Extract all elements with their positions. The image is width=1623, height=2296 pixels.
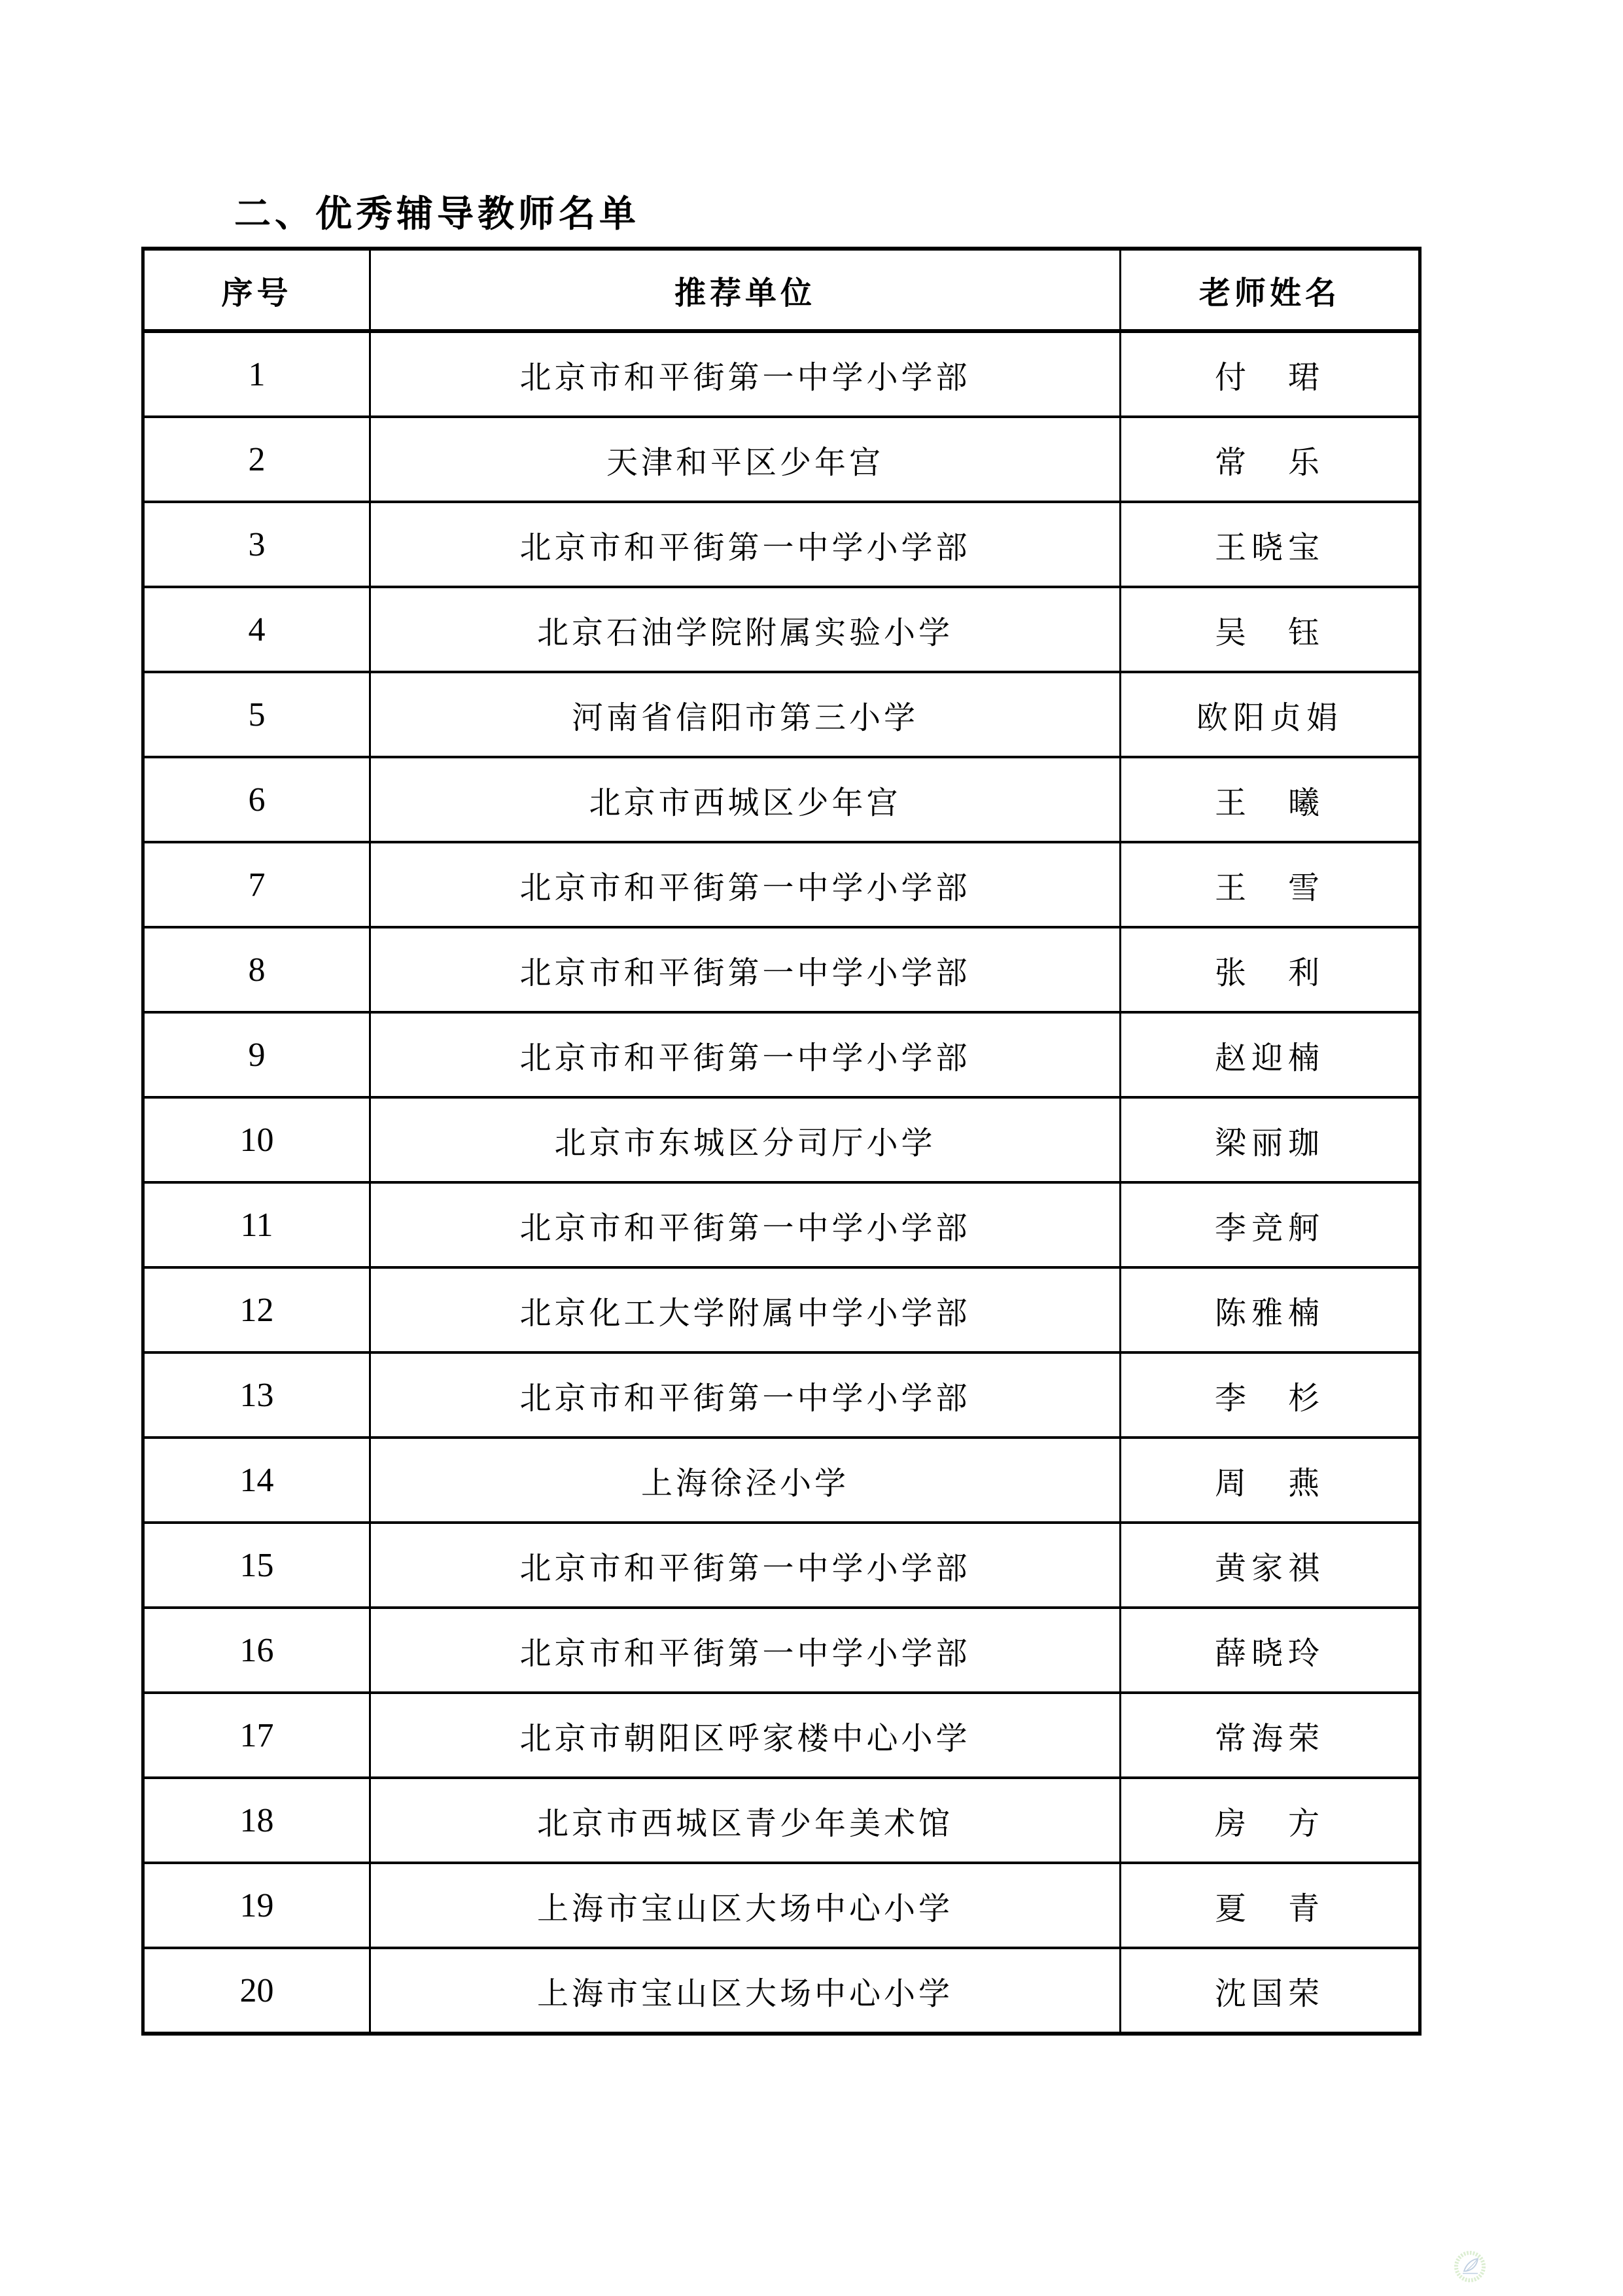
header-row xyxy=(143,249,1420,331)
cell-teacher: 梁丽珈 xyxy=(1121,1097,1420,1182)
cell-no: 3 xyxy=(143,502,370,587)
table-row xyxy=(143,331,1420,417)
cell-teacher: 黄家祺 xyxy=(1121,1523,1420,1608)
table-row xyxy=(143,1778,1420,1863)
table-row xyxy=(143,1097,1420,1182)
cell-unit: 北京石油学院附属实验小学 xyxy=(370,587,1121,672)
cell-teacher: 常 乐 xyxy=(1121,417,1420,502)
table-row xyxy=(143,1863,1420,1948)
cell-unit: 北京市西城区青少年美术馆 xyxy=(370,1778,1121,1863)
cell-teacher: 欧阳贞娟 xyxy=(1121,672,1420,757)
cell-no: 15 xyxy=(143,1523,370,1608)
cell-no: 1 xyxy=(143,331,370,417)
cell-no: 5 xyxy=(143,672,370,757)
cell-unit: 北京市东城区分司厅小学 xyxy=(370,1097,1121,1182)
table-row xyxy=(143,757,1420,842)
cell-unit: 上海市宝山区大场中心小学 xyxy=(370,1948,1121,2034)
page-title: 二、优秀辅导教师名单 xyxy=(234,193,640,234)
cell-unit: 天津和平区少年宫 xyxy=(370,417,1121,502)
table-row xyxy=(143,927,1420,1012)
cell-unit: 北京市和平街第一中学小学部 xyxy=(370,842,1121,927)
column-header-teacher: 老师姓名 xyxy=(1121,249,1420,331)
table-row xyxy=(143,1182,1420,1267)
cell-no: 9 xyxy=(143,1012,370,1097)
cell-no: 8 xyxy=(143,927,370,1012)
cell-no: 10 xyxy=(143,1097,370,1182)
table-row xyxy=(143,587,1420,672)
cell-unit: 北京市和平街第一中学小学部 xyxy=(370,331,1121,417)
cell-unit: 北京市和平街第一中学小学部 xyxy=(370,502,1121,587)
cell-unit: 河南省信阳市第三小学 xyxy=(370,672,1121,757)
cell-unit: 北京市西城区少年宫 xyxy=(370,757,1121,842)
cell-teacher: 赵迎楠 xyxy=(1121,1012,1420,1097)
column-header-unit: 推荐单位 xyxy=(370,249,1121,331)
cell-teacher: 张 利 xyxy=(1121,927,1420,1012)
cell-unit: 北京市和平街第一中学小学部 xyxy=(370,1352,1121,1438)
cell-no: 18 xyxy=(143,1778,370,1863)
table-row xyxy=(143,1352,1420,1438)
cell-no: 6 xyxy=(143,757,370,842)
leaf-watermark-icon xyxy=(1453,2250,1487,2284)
table-row xyxy=(143,1608,1420,1693)
table-row xyxy=(143,1693,1420,1778)
cell-teacher: 李竞舸 xyxy=(1121,1182,1420,1267)
cell-teacher: 付 珺 xyxy=(1121,331,1420,417)
table-row xyxy=(143,417,1420,502)
cell-unit: 北京市和平街第一中学小学部 xyxy=(370,927,1121,1012)
table-row xyxy=(143,502,1420,587)
table-row xyxy=(143,1948,1420,2034)
cell-no: 20 xyxy=(143,1948,370,2034)
cell-unit: 北京市和平街第一中学小学部 xyxy=(370,1182,1121,1267)
cell-teacher: 常海荣 xyxy=(1121,1693,1420,1778)
cell-unit: 北京市和平街第一中学小学部 xyxy=(370,1012,1121,1097)
cell-teacher: 沈国荣 xyxy=(1121,1948,1420,2034)
cell-teacher: 李 杉 xyxy=(1121,1352,1420,1438)
column-header-no: 序号 xyxy=(143,249,370,331)
cell-teacher: 王 雪 xyxy=(1121,842,1420,927)
cell-no: 7 xyxy=(143,842,370,927)
cell-teacher: 薛晓玲 xyxy=(1121,1608,1420,1693)
table-row xyxy=(143,1012,1420,1097)
cell-teacher: 吴 钰 xyxy=(1121,587,1420,672)
cell-teacher: 周 燕 xyxy=(1121,1438,1420,1523)
cell-unit: 上海徐泾小学 xyxy=(370,1438,1121,1523)
cell-teacher: 夏 青 xyxy=(1121,1863,1420,1948)
table-row xyxy=(143,1267,1420,1352)
cell-unit: 上海市宝山区大场中心小学 xyxy=(370,1863,1121,1948)
cell-unit: 北京市和平街第一中学小学部 xyxy=(370,1608,1121,1693)
cell-no: 17 xyxy=(143,1693,370,1778)
cell-unit: 北京化工大学附属中学小学部 xyxy=(370,1267,1121,1352)
table-row xyxy=(143,842,1420,927)
cell-teacher: 王 曦 xyxy=(1121,757,1420,842)
cell-teacher: 房 方 xyxy=(1121,1778,1420,1863)
table-row xyxy=(143,1438,1420,1523)
cell-no: 4 xyxy=(143,587,370,672)
cell-no: 14 xyxy=(143,1438,370,1523)
teachers-table xyxy=(141,247,1422,2036)
cell-unit: 北京市和平街第一中学小学部 xyxy=(370,1523,1121,1608)
cell-no: 12 xyxy=(143,1267,370,1352)
cell-no: 13 xyxy=(143,1352,370,1438)
cell-no: 19 xyxy=(143,1863,370,1948)
table-body xyxy=(143,331,1420,2034)
cell-no: 11 xyxy=(143,1182,370,1267)
table-row xyxy=(143,1523,1420,1608)
cell-teacher: 陈雅楠 xyxy=(1121,1267,1420,1352)
table-row xyxy=(143,672,1420,757)
cell-no: 16 xyxy=(143,1608,370,1693)
cell-no: 2 xyxy=(143,417,370,502)
cell-unit: 北京市朝阳区呼家楼中心小学 xyxy=(370,1693,1121,1778)
cell-teacher: 王晓宝 xyxy=(1121,502,1420,587)
